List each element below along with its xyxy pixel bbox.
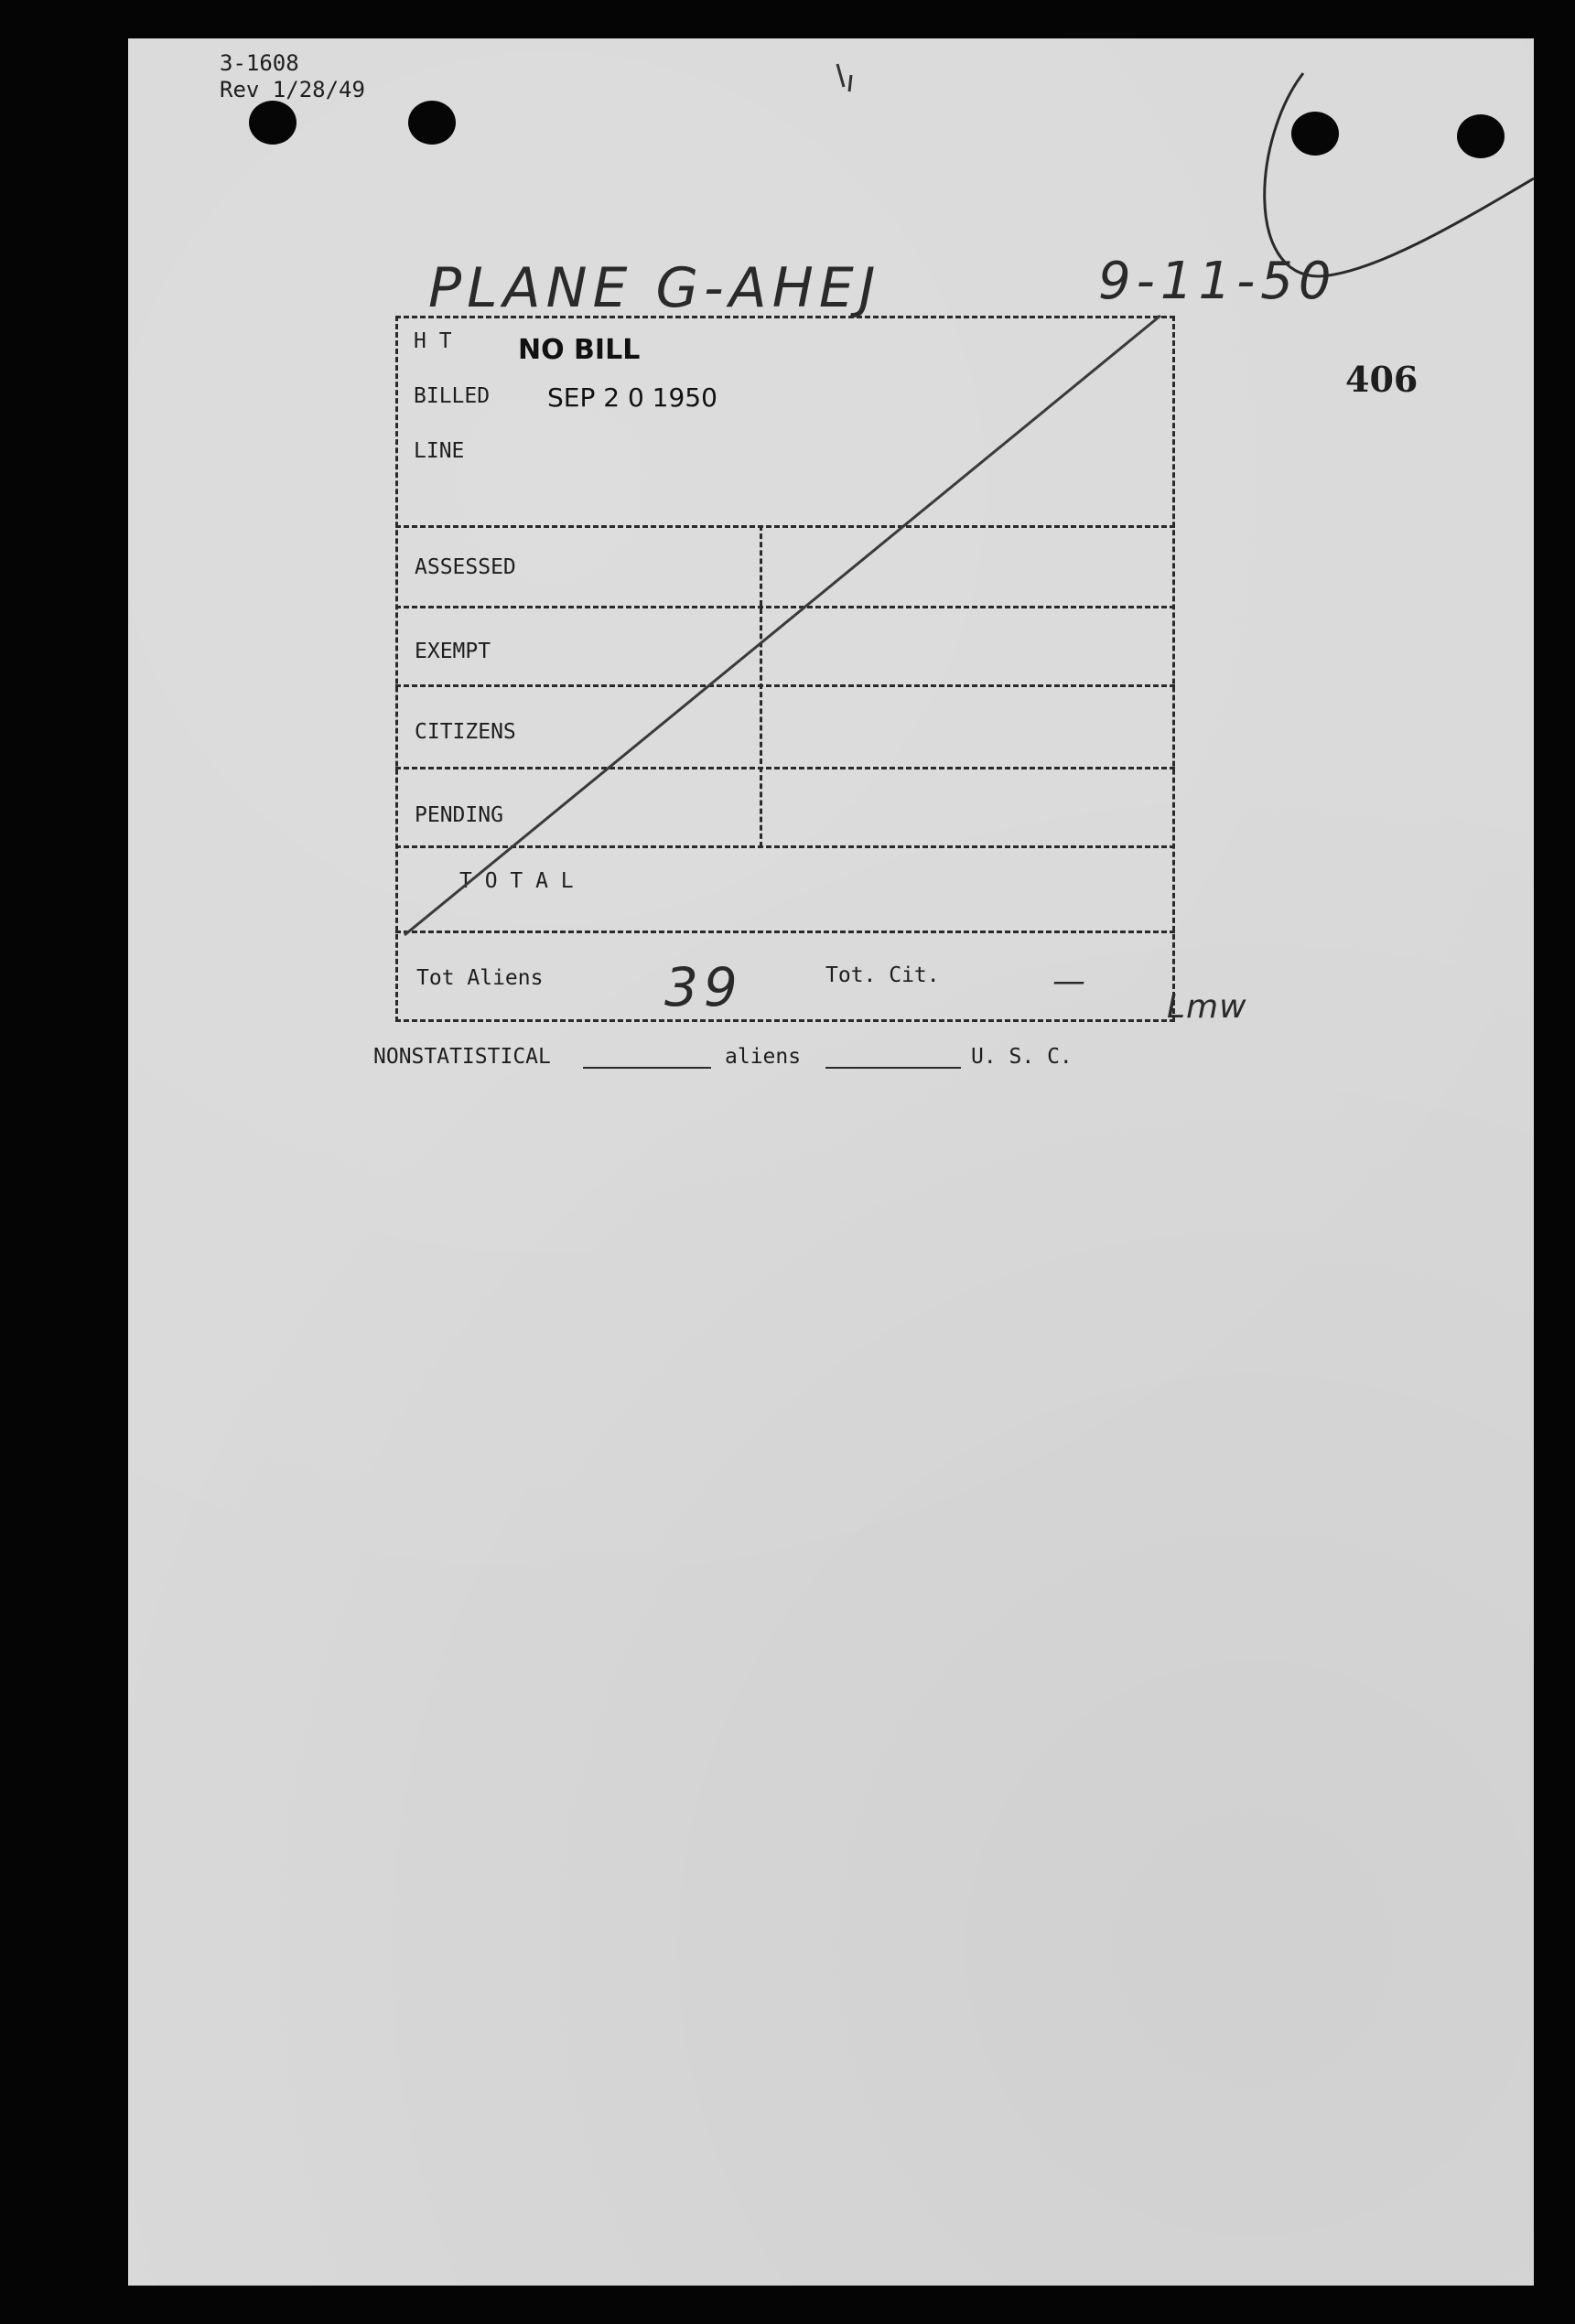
bracket-mark [1265, 73, 1534, 276]
row-label-pending: PENDING [415, 803, 503, 827]
cancel-diagonal-line [405, 316, 1160, 935]
form-revision: Rev 1/28/49 [220, 77, 365, 102]
row-label-citizens: CITIZENS [415, 720, 516, 744]
line-label: LINE [414, 439, 465, 463]
nonstatistical-label: NONSTATISTICAL [373, 1045, 551, 1069]
aliens-label: aliens [725, 1045, 802, 1069]
tot-cit-label: Tot. Cit. [825, 963, 940, 987]
ht-label: H T [414, 329, 452, 353]
handwritten-date: 9-11-50 [1098, 252, 1337, 311]
usc-label: U. S. C. [971, 1045, 1073, 1069]
handwritten-total-aliens: 39 [664, 956, 743, 1018]
page-number: 406 [1345, 359, 1419, 400]
handwritten-plane: PLANE G-AHEJ [428, 256, 881, 320]
no-bill-stamp: NO BILL [518, 334, 641, 366]
handwritten-total-citizens: — [1052, 963, 1085, 1000]
binding-tick [837, 64, 851, 91]
tot-aliens-label: Tot Aliens [416, 966, 544, 990]
row-label-exempt: EXEMPT [415, 640, 491, 663]
form-number: 3-1608 [220, 50, 299, 76]
billed-label: BILLED [414, 384, 491, 408]
total-label: T O T A L [459, 869, 574, 893]
billed-date-stamp: SEP 2 0 1950 [547, 382, 717, 413]
handwritten-initials: Lmw [1167, 988, 1247, 1026]
row-label-assessed: ASSESSED [415, 555, 516, 579]
